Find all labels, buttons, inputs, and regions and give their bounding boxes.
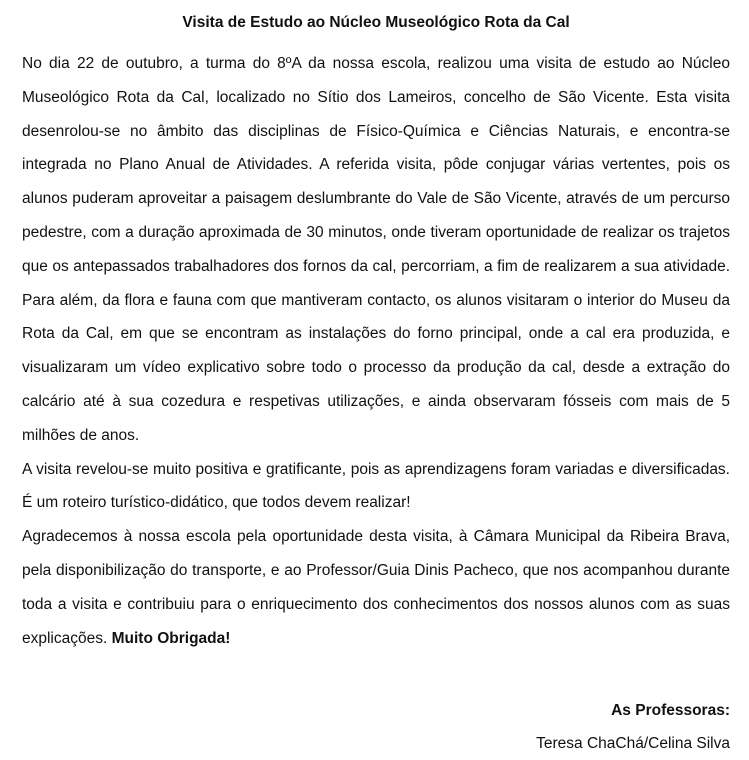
paragraph-acknowledgements (22, 520, 730, 655)
acknowledgements-text: Agradecemos à nossa escola pela oportunidade desta visita, à Câmara Municipal da Ribeira Brava, pela disponibilização do transporte, e ao Professor/Guia Dinis Pacheco, que nos acompanhou durante toda a visita e contribuiu para o enriquecimento dos conhecimentos dos nossos alunos com as suas explicações. (22, 528, 730, 647)
signature-title: As Professoras: (611, 702, 730, 719)
document-title: Visita de Estudo ao Núcleo Museológico Rota da Cal (182, 14, 570, 31)
thanks-emphasis: Muito Obrigada! (111, 629, 231, 647)
document-body (22, 12, 730, 655)
paragraph-evaluation: A visita revelou-se muito positiva e gratificante, pois as aprendizagens foram variadas e diversificadas. É um roteiro turístico-didático, que todos devem realizar! (22, 460, 730, 512)
signature-names: Teresa ChaChá/Celina Silva (536, 735, 730, 752)
paragraph-visit-description: No dia 22 de outubro, a turma do 8ºA da nossa escola, realizou uma visita de estudo ao Núcleo Museológico Rota da Cal, localizado no Sítio dos Lameiros, concelho de São Vicente. Esta visita desenrolou-se no âmbito das disciplinas de Físico-Química e Ciências Naturais, e encontra-se integrada no Plano Anual de Atividades. A referida visita, pôde conjugar várias vertentes, pois os alunos puderam aproveitar a paisagem deslumbrante do Vale de São Vicente, através de um percurso pedestre, com a duração aproximada de 30 minutos, onde tiveram oportunidade de realizar os trajetos que os antepassados trabalhadores dos fornos da cal, percorriam, a fim de realizarem a sua atividade. Para além, da flora e fauna com que mantiveram contacto, os alunos visitaram o interior do Museu da Rota da Cal, em que se encontram as instalações do forno principal, onde a cal era produzida, e visualizaram um vídeo explicativo sobre todo o processo da produção da cal, desde a extração do calcário até à sua cozedura e respetivas utilizações, e ainda observaram fósseis com mais de 5 milhões de anos. (22, 55, 730, 444)
